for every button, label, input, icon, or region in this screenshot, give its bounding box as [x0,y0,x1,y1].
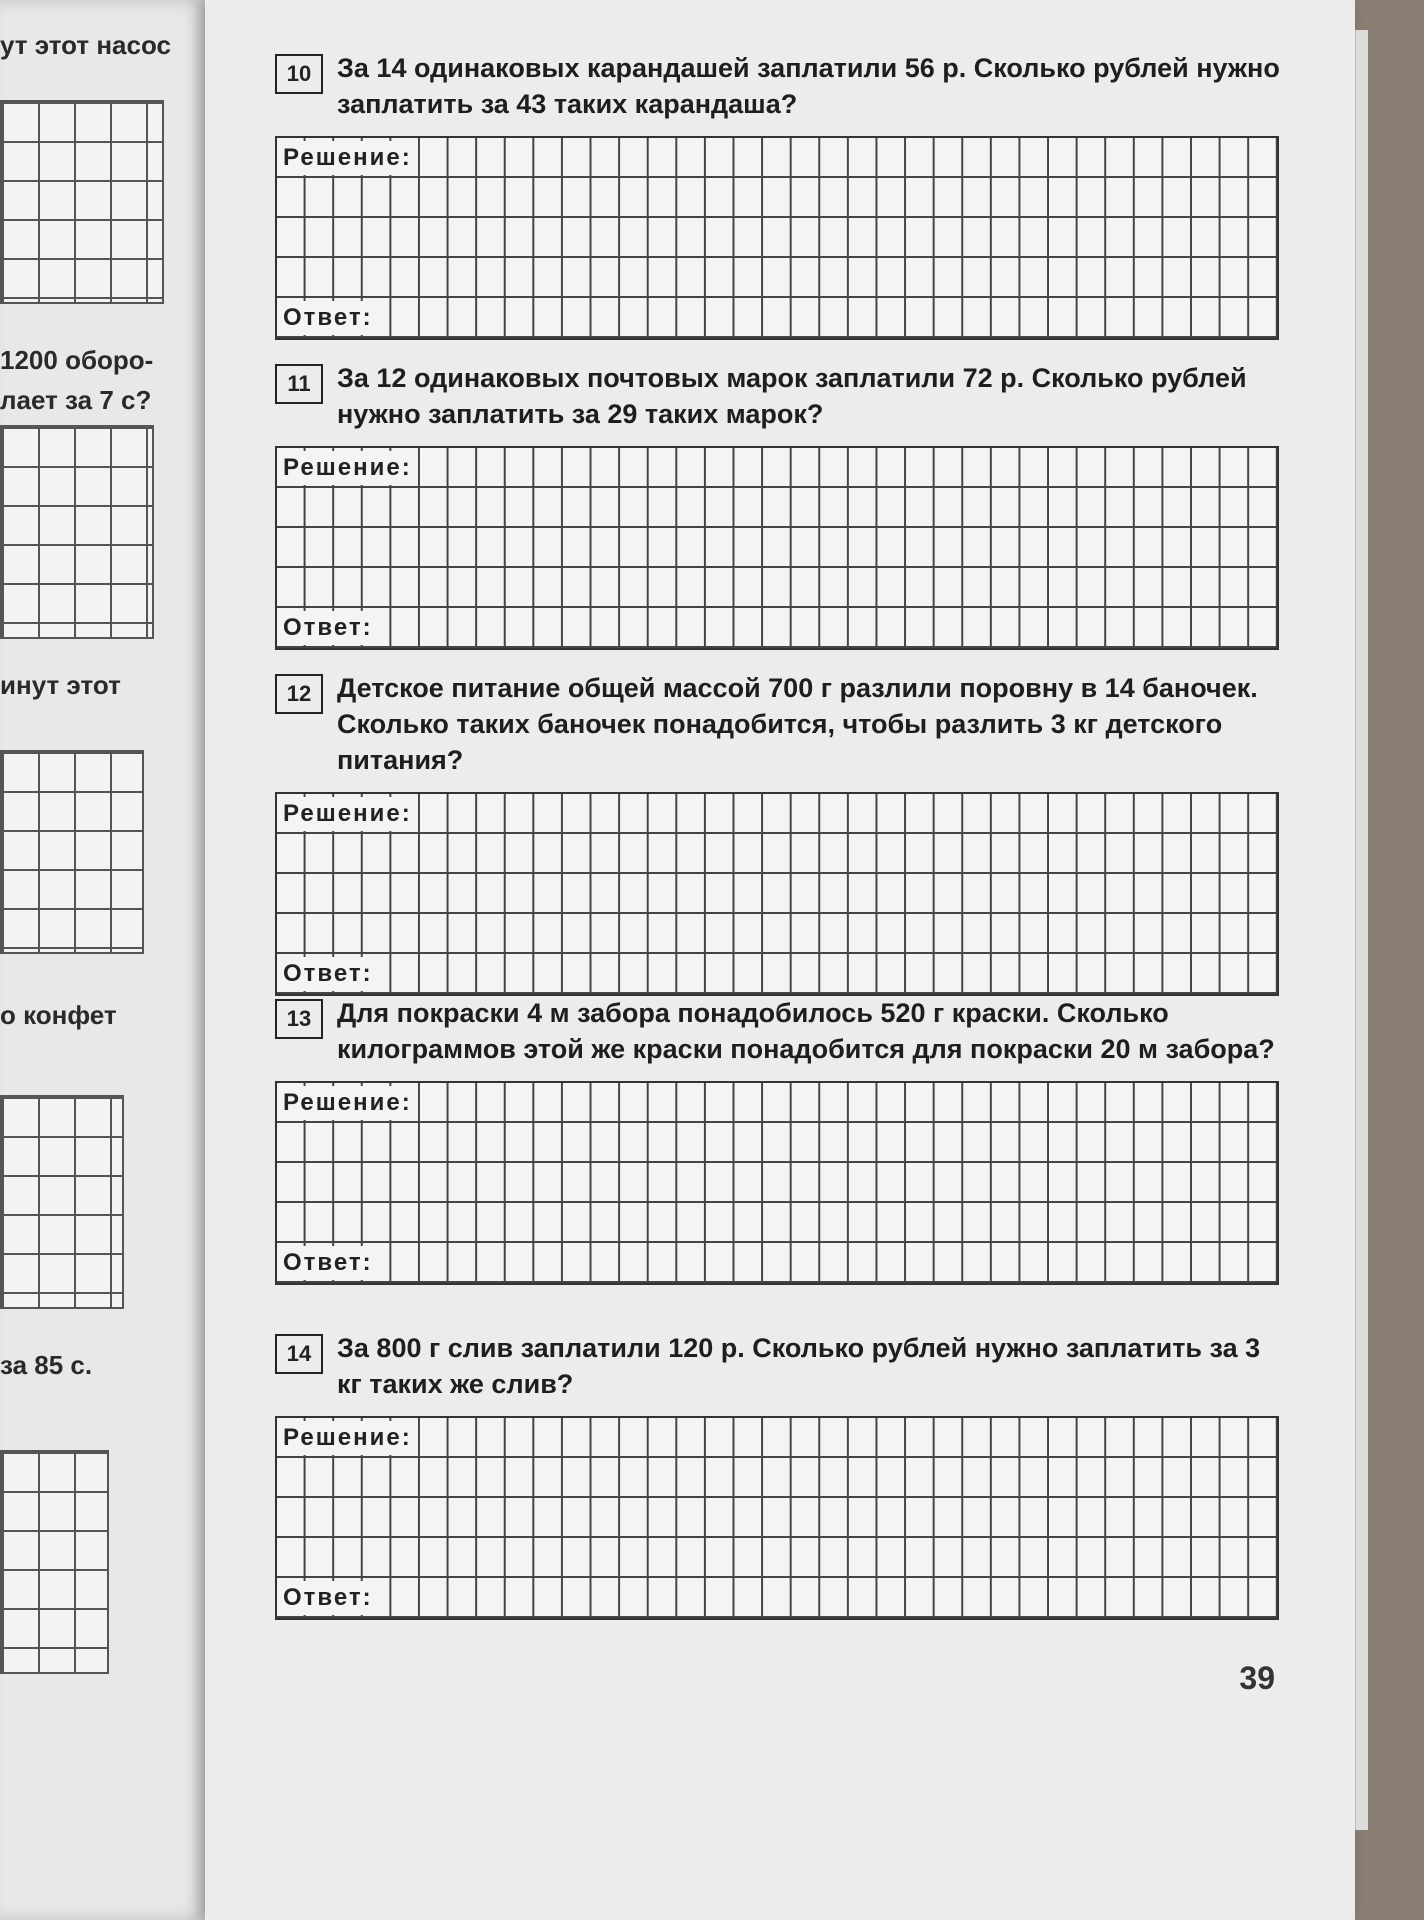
answer-label: Ответ: [281,957,379,991]
left-answer-grid [0,425,154,639]
solution-label: Решение: [281,451,418,485]
solution-label: Решение: [281,797,418,831]
task-number: 12 [275,674,323,714]
task-text: За 14 одинаковых карандашей заплатили 56 р. Сколько рублей нужно заплатить за 43 таких карандаша? [337,53,1280,119]
answer-label: Ответ: [281,301,379,335]
left-answer-grid [0,1095,124,1309]
task-text: Детское питание общей массой 700 г разлили поровну в 14 баночек. Сколько таких баночек понадобится, чтобы разлить 3 кг детского питания? [337,673,1258,775]
task-number: 10 [275,54,323,94]
left-fragment: лает за 7 с? [0,385,152,415]
left-answer-grid [0,100,164,304]
task-number: 11 [275,364,323,404]
answer-label: Ответ: [281,611,379,645]
solution-grid[interactable] [275,1416,1279,1620]
task-text: За 800 г слив заплатили 120 р. Сколько рублей нужно заплатить за 3 кг таких же слив? [337,1333,1261,1399]
left-answer-grid [0,1450,109,1674]
left-page [0,0,215,1920]
answer-label: Ответ: [281,1581,379,1615]
left-fragment: о конфет [0,1000,117,1030]
task-11 [275,360,1285,650]
solution-label: Решение: [281,1086,418,1120]
solution-grid[interactable] [275,136,1279,340]
task-text: За 12 одинаковых почтовых марок заплатили 72 р. Сколько рублей нужно заплатить за 29 таких марок? [337,363,1247,429]
solution-grid[interactable] [275,792,1279,996]
left-fragment: инут этот [0,670,121,700]
solution-label: Решение: [281,141,418,175]
task-number: 13 [275,999,323,1039]
task-13 [275,995,1285,1285]
solution-grid[interactable] [275,446,1279,650]
solution-label: Решение: [281,1421,418,1455]
task-14 [275,1330,1285,1620]
task-number: 14 [275,1334,323,1374]
answer-label: Ответ: [281,1246,379,1280]
left-fragment: ут этот насос [0,30,171,60]
task-10 [275,50,1285,340]
left-fragment: 1200 оборо- [0,345,154,375]
right-page [205,0,1355,1920]
page-number: 39 [1239,1660,1275,1696]
left-answer-grid [0,750,144,954]
solution-grid[interactable] [275,1081,1279,1285]
task-12 [275,670,1285,996]
left-fragment: за 85 с. [0,1350,93,1380]
page-edge [1355,30,1368,1830]
task-text: Для покраски 4 м забора понадобилось 520 г краски. Сколько килограммов этой же краски понадобится для покраски 20 м забора? [337,998,1275,1064]
